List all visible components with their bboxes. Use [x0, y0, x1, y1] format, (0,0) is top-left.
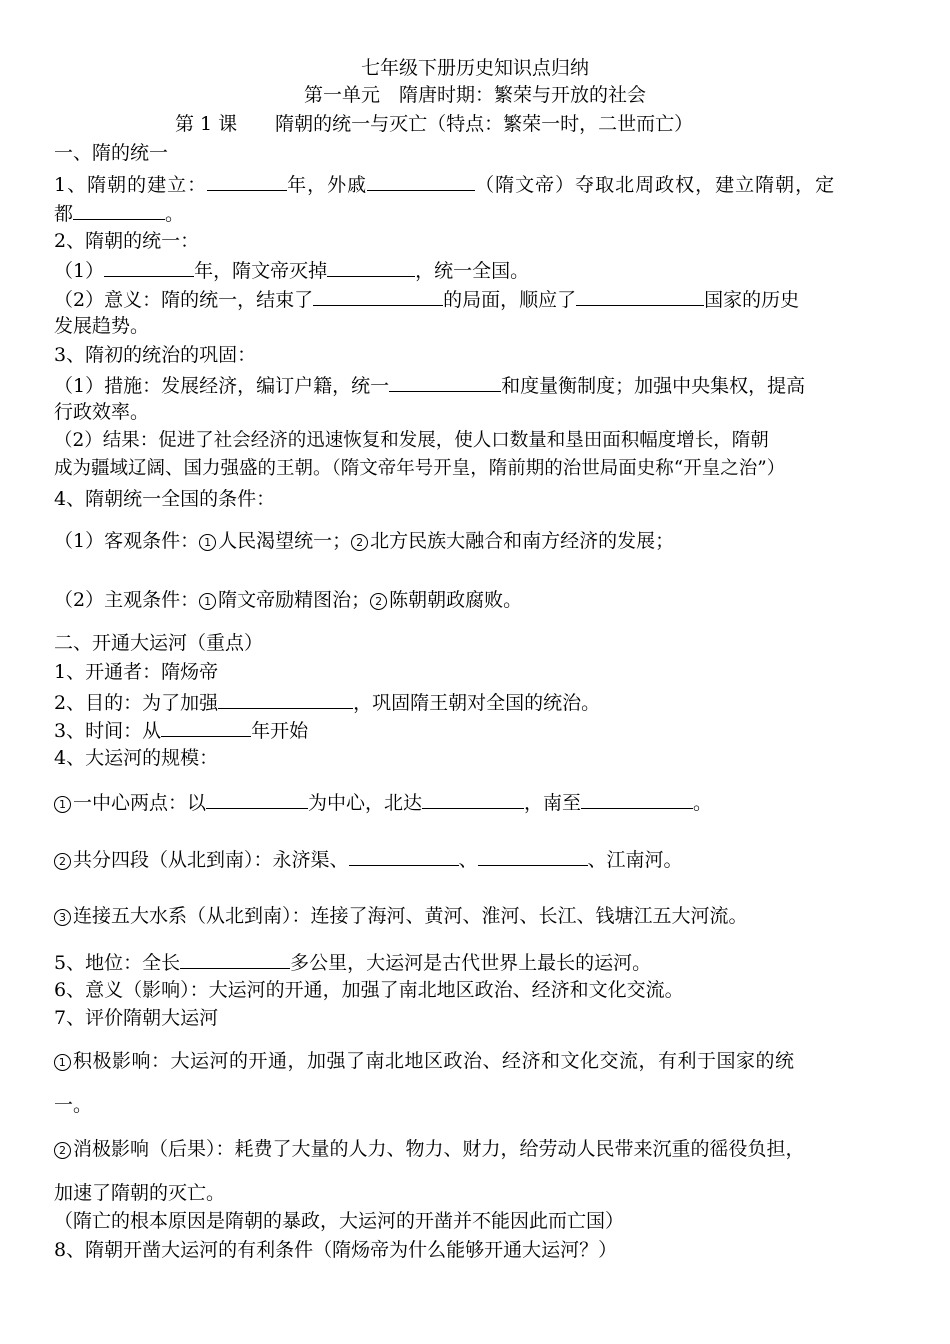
text: 。: [693, 792, 713, 814]
fill-blank[interactable]: [104, 256, 194, 277]
item-2-8: 8、隋朝开凿大运河的有利条件（隋炀帝为什么能够开通大运河？）: [54, 1239, 618, 1261]
fill-blank[interactable]: [581, 788, 693, 809]
item-1-3-1-cont: 行政效率。: [54, 401, 150, 423]
item-2-4: 4、大运河的规模：: [54, 747, 219, 769]
text: （1）: [54, 260, 105, 282]
fill-blank[interactable]: [206, 788, 308, 809]
item-1-2: 2、隋朝的统一：: [54, 230, 200, 252]
circled-number: 1: [54, 796, 71, 813]
text: ，南至: [524, 792, 582, 814]
item-2-5: [54, 948, 651, 976]
text: 、: [458, 849, 478, 871]
note: （隋亡的根本原因是隋朝的暴政，大运河的开凿并不能因此而亡国）: [54, 1210, 625, 1232]
text: ，统一全国。: [415, 260, 530, 282]
item-1-2-2: [54, 285, 799, 313]
item-1-2-1: [54, 256, 529, 284]
item-2-7-2-cont: 加速了隋朝的灭亡。: [54, 1182, 226, 1204]
text: 1、隋朝的建立：: [54, 174, 208, 196]
fill-blank[interactable]: [327, 256, 415, 277]
fill-blank[interactable]: [207, 170, 287, 191]
text: 2、目的：为了加强: [54, 692, 219, 714]
item-2-4-2: [54, 845, 683, 873]
item-2-7-1-cont: 一。: [54, 1094, 93, 1116]
text: 都: [54, 203, 74, 225]
item-2-2: [54, 688, 600, 716]
item-2-7-2: [54, 1136, 805, 1162]
item-1-2-2-cont: 发展趋势。: [54, 315, 150, 337]
text: 的局面，顺应了: [443, 289, 577, 311]
circled-number: 2: [54, 1142, 71, 1159]
fill-blank[interactable]: [313, 285, 443, 306]
text: （1）措施：发展经济，编订户籍，统一: [54, 375, 390, 397]
fill-blank[interactable]: [422, 788, 524, 809]
item-1-3-2-cont: 成为疆域辽阔、国力强盛的王朝。（隋文帝年号开皇，隋前期的治世局面史称“开皇之治”）: [54, 458, 786, 479]
fill-blank[interactable]: [349, 845, 459, 866]
item-2-6: 6、意义（影响）：大运河的开通，加强了南北地区政治、经济和文化交流。: [54, 979, 684, 1001]
text: 为中心，北达: [308, 792, 423, 814]
circled-number: 3: [54, 909, 71, 926]
item-2-4-3: [54, 903, 748, 929]
fill-blank[interactable]: [478, 845, 588, 866]
section-1-heading: 一、隋的统一: [54, 142, 169, 164]
text: （1）客观条件：: [54, 530, 200, 552]
text: 年，隋文帝灭掉: [194, 260, 328, 282]
text: 年开始: [251, 720, 309, 742]
unit-title: 第一单元 隋唐时期：繁荣与开放的社会: [303, 84, 646, 106]
circled-number: 2: [370, 593, 387, 610]
text: 。: [165, 203, 185, 225]
text: 多公里，大运河是古代世界上最长的运河。: [290, 952, 652, 974]
text: 国家的历史: [704, 289, 800, 311]
item-2-7-1: [54, 1048, 795, 1074]
text: 、江南河。: [587, 849, 683, 871]
text: 共分四段（从北到南）：永济渠、: [73, 849, 349, 871]
text: 和度量衡制度；加强中央集权，提高: [501, 375, 806, 397]
text: 一中心两点：以: [73, 792, 207, 814]
item-2-7: 7、评价隋朝大运河: [54, 1007, 219, 1029]
item-2-3: [54, 716, 308, 744]
text: （隋文帝）夺取北周政权，建立隋朝，定: [475, 174, 836, 196]
fill-blank[interactable]: [367, 170, 475, 191]
section-2-heading: 二、开通大运河（重点）: [54, 632, 264, 654]
circled-number: 1: [199, 593, 216, 610]
text: ，巩固隋王朝对全国的统治。: [353, 692, 601, 714]
fill-blank[interactable]: [180, 948, 290, 969]
text: 连接五大水系（从北到南）：连接了海河、黄河、淮河、长江、钱塘江五大河流。: [73, 905, 748, 927]
fill-blank[interactable]: [576, 285, 704, 306]
text: 3、时间：从: [54, 720, 162, 742]
item-1-4: 4、隋朝统一全国的条件：: [54, 488, 276, 510]
fill-blank[interactable]: [218, 688, 353, 709]
text: 隋文帝励精图治；: [218, 589, 371, 611]
item-1-1: [54, 170, 835, 198]
text: 年，外戚: [287, 174, 368, 196]
circled-number: 1: [54, 1054, 71, 1071]
text: 北方民族大融合和南方经济的发展；: [370, 530, 675, 552]
lesson-title: 第 1 课 隋朝的统一与灭亡（特点：繁荣一时，二世而亡）: [175, 113, 694, 135]
circled-number: 2: [351, 534, 368, 551]
item-2-4-1: [54, 788, 712, 816]
circled-number: 1: [199, 534, 216, 551]
text: 消极影响（后果）：耗费了大量的人力、物力、财力，给劳动人民带来沉重的徭役负担，: [73, 1138, 805, 1160]
text: 5、地位：全长: [54, 952, 181, 974]
fill-blank[interactable]: [389, 371, 501, 392]
text: 积极影响：大运河的开通，加强了南北地区政治、经济和文化交流，有利于国家的统: [73, 1050, 795, 1072]
fill-blank[interactable]: [73, 199, 165, 220]
circled-number: 2: [54, 853, 71, 870]
text: （2）意义：隋的统一，结束了: [54, 289, 314, 311]
document-title: 七年级下册历史知识点归纳: [360, 57, 589, 79]
item-1-3: 3、隋初的统治的巩固：: [54, 344, 257, 366]
item-1-4-2: [54, 587, 522, 613]
text: （2）主观条件：: [54, 589, 200, 611]
fill-blank[interactable]: [161, 716, 251, 737]
text: 陈朝朝政腐败。: [389, 589, 523, 611]
item-1-3-1: [54, 371, 805, 399]
item-1-3-2: （2）结果：促进了社会经济的迅速恢复和发展，使人口数量和垦田面积幅度增长，隋朝: [54, 430, 769, 451]
item-2-1: 1、开通者：隋炀帝: [54, 661, 219, 683]
item-1-4-1: [54, 528, 674, 554]
text: 人民渴望统一；: [218, 530, 352, 552]
item-1-1-cont: [54, 199, 184, 227]
